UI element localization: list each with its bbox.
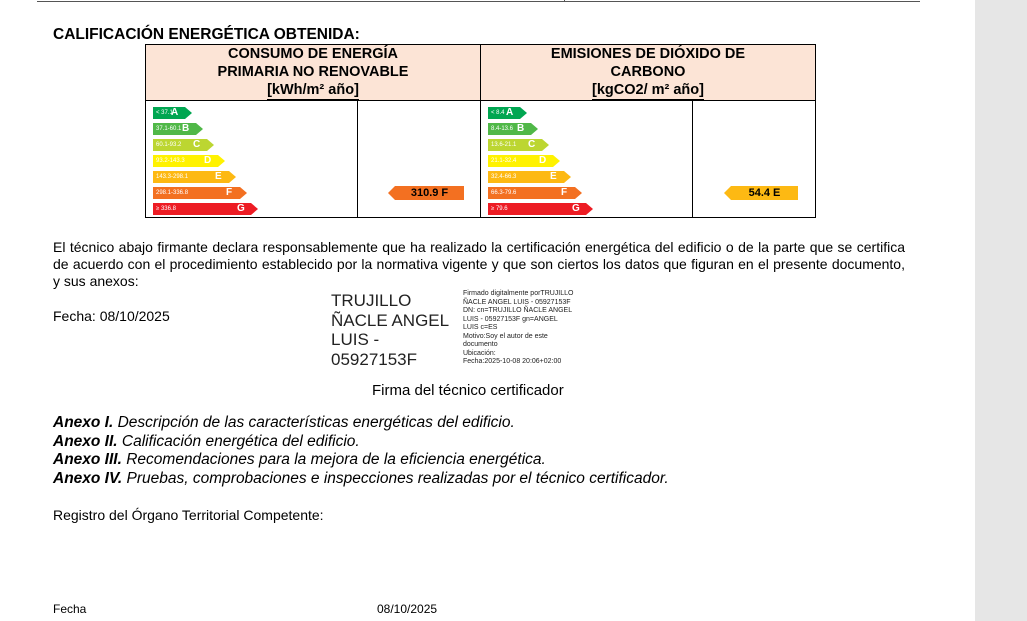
signature-name-line: 05927153F <box>331 349 418 369</box>
rating-bar-arrow <box>207 139 214 151</box>
signature-detail-line: Motivo:Soy el autor de este <box>463 332 548 340</box>
signature-detail-line: documento <box>463 341 498 348</box>
declaration-text: El técnico abajo firmante declara responsablemente que ha realizado la certificación energética del edificio o de la parte que se certifica de acuerdo con el procedimiento establecido por la normativa vigente y que son ciertos los datos que figuran en el presente documento, y sus anexos: <box>53 239 905 289</box>
footer-date-label: Fecha <box>53 602 87 616</box>
footer-date-value: 08/10/2025 <box>377 602 438 616</box>
emisiones-value-marker <box>724 186 798 200</box>
rating-bar-range: < 37.1 <box>153 107 185 119</box>
annex-label: Anexo I. <box>53 414 114 431</box>
rating-bar-arrow <box>542 139 549 151</box>
registry-label: Registro del Órgano Territorial Competente: <box>53 507 324 523</box>
annex-text: Recomendaciones para la mejora de la eficiencia energética. <box>126 451 546 468</box>
signature-detail-line: Ubicación: <box>463 349 496 357</box>
rating-bar-range: 8.4-13.6 <box>488 123 531 135</box>
rating-bar-range: 66.3-79.6 <box>488 187 575 199</box>
rating-bar-arrow <box>229 171 236 183</box>
signature-detail-line: ÑACLE ANGEL LUIS - 05927153F <box>463 298 571 306</box>
signature-detail-line: LUIS c=ES <box>463 324 498 331</box>
rating-bar-range: 32.4-66.3 <box>488 171 564 183</box>
emisiones-header <box>481 45 816 101</box>
rating-bar-arrow <box>575 187 582 199</box>
rating-bar-arrow <box>185 107 192 119</box>
rating-bar-letter: E <box>215 171 222 182</box>
rating-bar-arrow <box>564 171 571 183</box>
annex-list <box>53 414 669 488</box>
rating-bar-letter: B <box>182 123 190 134</box>
consumo-value-marker <box>388 186 464 200</box>
signature-details <box>463 290 598 367</box>
certificate-date: Fecha: 08/10/2025 <box>53 308 170 324</box>
consumo-value-cell <box>358 101 481 218</box>
emisiones-unit: [kgCO2/ m² año] <box>592 82 704 98</box>
signature-detail-line: DN: cn=TRUJILLO ÑACLE ANGEL <box>463 307 573 314</box>
rating-bar-range: ≥ 79.6 <box>488 203 586 215</box>
emisiones-title-2: CARBONO <box>610 64 686 80</box>
annex-item <box>53 451 669 470</box>
rating-bar-range: < 8.4 <box>488 107 520 119</box>
consumo-title-1: CONSUMO DE ENERGÍA <box>228 46 398 62</box>
rating-bar-range: 93.2-143.3 <box>153 155 218 167</box>
signature-name-line: ÑACLE ANGEL <box>331 310 450 330</box>
rating-bar-letter: C <box>193 139 201 150</box>
annex-item <box>53 414 669 433</box>
emisiones-value: 54.4 E <box>731 186 798 200</box>
rating-bar-letter: E <box>550 171 557 182</box>
rating-bar-letter: F <box>226 187 233 198</box>
rating-bar-letter: G <box>237 203 245 214</box>
annex-text: Descripción de las características energéticas del edificio. <box>117 414 515 431</box>
consumo-unit: [kWh/m² año] <box>267 82 359 98</box>
rating-bar-range: 13.6-21.1 <box>488 139 542 151</box>
consumo-scale-cell <box>146 101 358 218</box>
rating-bar-arrow <box>553 155 560 167</box>
rating-bar-letter: C <box>528 139 536 150</box>
page-gutter <box>975 0 1027 621</box>
rating-bar-letter: B <box>517 123 525 134</box>
rating-bar-arrow <box>251 203 258 215</box>
rating-bar-arrow <box>240 187 247 199</box>
emisiones-title-1: EMISIONES DE DIÓXIDO DE <box>550 46 746 62</box>
rating-bar-range: 21.1-32.4 <box>488 155 553 167</box>
annex-text: Calificación energética del edificio. <box>121 432 360 450</box>
rating-bar-arrow <box>520 107 527 119</box>
annex-text: Pruebas, comprobaciones e inspecciones realizadas por el técnico certificador. <box>126 469 669 487</box>
rating-table <box>145 44 816 218</box>
rating-bar-letter: D <box>539 155 547 166</box>
rating-bar-range: 143.3-298.1 <box>153 171 229 183</box>
rating-bar-arrow <box>218 155 225 167</box>
signature-name-line: LUIS - <box>331 330 380 349</box>
signature-detail-line: Fecha:2025-10-08 20:06+02:00 <box>463 358 562 365</box>
consumo-title-2: PRIMARIA NO RENOVABLE <box>217 64 409 80</box>
rating-bar-letter: A <box>171 107 179 118</box>
signature-caption: Firma del técnico certificador <box>372 382 564 399</box>
rating-bar-letter: A <box>506 107 514 118</box>
signature-name-line: TRUJILLO <box>331 291 412 310</box>
consumo-header <box>146 45 481 101</box>
rating-bar-range: ≥ 336.8 <box>153 203 251 215</box>
emisiones-value-cell <box>693 101 816 218</box>
rating-bar-arrow <box>531 123 538 135</box>
rating-bar-arrow <box>196 123 203 135</box>
rating-bar-range: 298.1-336.8 <box>153 187 240 199</box>
rating-heading: CALIFICACIÓN ENERGÉTICA OBTENIDA: <box>53 26 360 43</box>
rating-bar-letter: G <box>572 203 580 214</box>
rating-bar-arrow <box>586 203 593 215</box>
rating-bar-range: 60.1-93.2 <box>153 139 207 151</box>
rating-bar-letter: D <box>204 155 212 166</box>
signature-detail-line: LUIS - 05927153F gn=ANGEL <box>463 315 558 323</box>
emisiones-scale-cell <box>481 101 693 218</box>
annex-label: Anexo III. <box>53 451 122 468</box>
top-divider <box>37 0 920 2</box>
rating-bar-letter: F <box>561 187 568 198</box>
annex-item <box>53 433 669 452</box>
rating-bar-range: 37.1-60.1 <box>153 123 196 135</box>
signature-name <box>331 291 449 369</box>
signature-detail-line: Firmado digitalmente porTRUJILLO <box>463 290 574 297</box>
annex-label: Anexo II. <box>53 432 118 450</box>
annex-item <box>53 470 669 489</box>
annex-label: Anexo IV. <box>53 469 123 487</box>
consumo-value: 310.9 F <box>395 186 464 200</box>
